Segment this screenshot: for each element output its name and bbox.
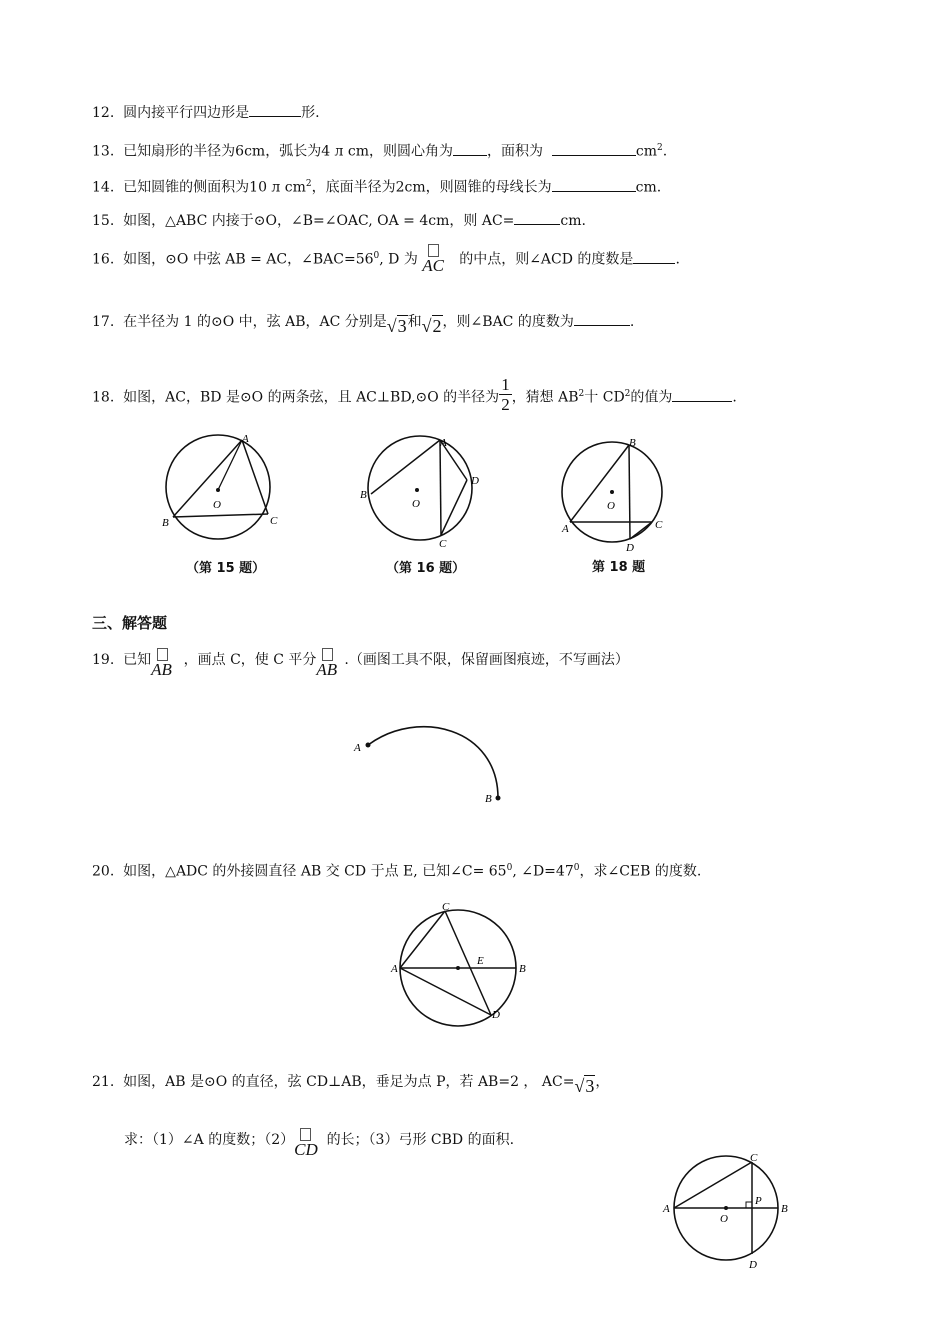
arc-symbol: AB <box>316 650 344 670</box>
figure-20 <box>392 898 532 1028</box>
svg-text:O: O <box>607 500 615 512</box>
question-16: 16. 如图，⊙O 中弦 AB = AC，$\angle BAC=56^0$, D 为 AC 的中点，则∠ACD 的度数是 . <box>92 246 680 270</box>
question-17: 17. 在半径为 1 的⊙O 中，弦 AB，AC 分别是√3和√2，则∠BAC 的度数为 . <box>92 310 634 332</box>
svg-text:A: A <box>663 1203 670 1215</box>
arc-symbol: AC <box>422 246 450 266</box>
fraction-half: $\frac{1}{2}$ <box>501 375 510 414</box>
figure-19-arc <box>348 718 518 813</box>
svg-text:O: O <box>213 499 221 511</box>
svg-text:B: B <box>485 793 492 805</box>
caption-18: 第 18 题 <box>592 560 646 575</box>
answer-blank[interactable] <box>672 387 732 402</box>
svg-text:B: B <box>162 517 169 529</box>
svg-text:E: E <box>477 955 484 967</box>
svg-text:A: A <box>562 523 569 535</box>
svg-text:A: A <box>440 437 447 449</box>
answer-blank[interactable] <box>552 141 636 156</box>
answer-blank[interactable] <box>574 311 630 326</box>
svg-text:A: A <box>242 433 249 445</box>
svg-text:O: O <box>412 498 420 510</box>
section-heading: 三、解答题 <box>92 614 168 632</box>
sqrt-2: √2 <box>421 316 442 336</box>
svg-text:B: B <box>781 1203 788 1215</box>
question-21: 21. 如图，AB 是⊙O 的直径，弦 CD⊥AB，垂足为点 P，若 AB=2 ， AC=√3， <box>92 1074 610 1096</box>
answer-blank[interactable] <box>249 102 301 117</box>
answer-blank[interactable] <box>552 177 636 192</box>
q-number: 12. <box>92 105 115 121</box>
svg-text:D: D <box>471 475 479 487</box>
question-15: 15. 如图，△ABC 内接于⊙O，∠B=∠OAC, OA = 4cm，则 AC= cm. <box>92 210 586 231</box>
svg-text:D: D <box>749 1259 757 1271</box>
question-14: 14. 已知圆锥的侧面积为10 л $cm^2$，底面半径为2cm，则圆锥的母线长为 cm. <box>92 174 661 198</box>
svg-text:O: O <box>720 1213 728 1225</box>
figure-21 <box>660 1148 800 1273</box>
answer-blank[interactable] <box>514 210 560 225</box>
sqrt-3: √3 <box>574 1076 595 1096</box>
svg-text:C: C <box>270 515 278 527</box>
question-18: 18. 如图，AC，BD 是⊙O 的两条弦，且 AC⊥BD,⊙O 的半径为 $\frac{1}{2}$ ，猜想 $AB^2$十 $CD^2$的值为 . <box>92 375 737 414</box>
svg-text:D: D <box>492 1009 500 1021</box>
question-12: 12. 圆内接平行四边形是 形. <box>92 102 320 123</box>
figure-18 <box>552 432 682 557</box>
answer-blank[interactable] <box>453 141 487 156</box>
svg-text:B: B <box>629 437 636 449</box>
answer-blank[interactable] <box>633 249 675 264</box>
sqrt-3: √3 <box>386 316 407 336</box>
svg-text:D: D <box>626 542 634 554</box>
arc-symbol: AB <box>151 650 179 670</box>
arc-symbol: CD <box>294 1130 322 1150</box>
svg-text:C: C <box>439 538 447 550</box>
figure-15 <box>150 432 290 552</box>
caption-15: （第 15 题） <box>186 561 266 576</box>
question-13: 13. 已知扇形的半径为6cm，弧长为4 л cm，则圆心角为 ，面积为 $cm^2$. <box>92 138 667 162</box>
svg-text:A: A <box>391 963 398 975</box>
question-21-parts: 求：（1）∠A 的度数；（2） CD 的长；（3）弓形 CBD 的面积. <box>124 1130 514 1150</box>
svg-text:C: C <box>655 519 663 531</box>
question-19: 19. 已知 AB ，画点 C，使 C 平分 AB .（画图工具不限，保留画图痕迹，不写画法） <box>92 650 629 670</box>
caption-16: （第 16 题） <box>386 561 466 576</box>
question-20: 20. 如图，△ADC 的外接圆直径 AB 交 CD 于点 E, 已知∠C= $65^0$, $\angle D=47^0$，求∠CEB 的度数. <box>92 863 702 880</box>
svg-text:A: A <box>354 742 361 754</box>
svg-text:C: C <box>442 901 450 913</box>
svg-text:C: C <box>750 1152 758 1164</box>
svg-text:P: P <box>755 1195 762 1207</box>
figure-16 <box>355 432 495 552</box>
svg-text:B: B <box>360 489 367 501</box>
svg-text:B: B <box>519 963 526 975</box>
q-text: 圆内接平行四边形是 <box>123 105 250 121</box>
